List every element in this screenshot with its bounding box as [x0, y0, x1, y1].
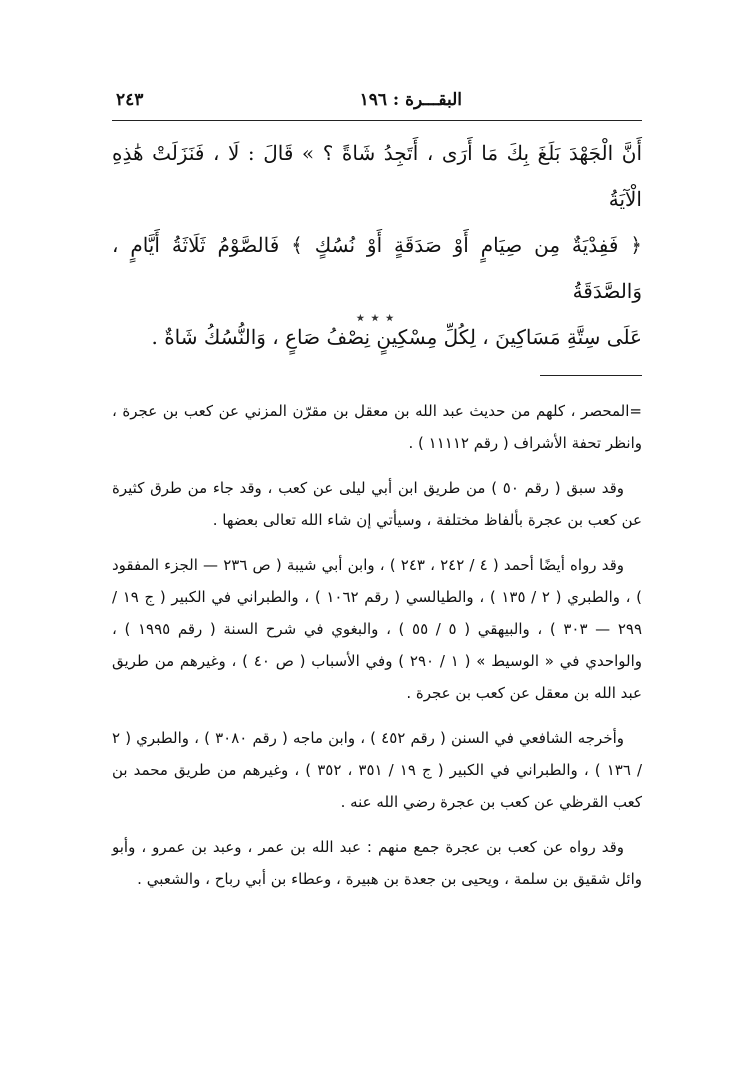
footnote-paragraph: وأخرجه الشافعي في السنن ( رقم ٤٥٢ ) ، وابن ماجه ( رقم ٣٠٨٠ ) ، والطبري ( ٢ / ١٣٦ ) ، والطبراني في الكبير ( ج ١٩ / ٣٥١ ، ٣٥٢ ) ، وغيرهم من طريق محمد بن كعب القرظي عن كعب بن عجرة رضي الله عنه .: [112, 729, 643, 811]
footnote-rule: [540, 375, 642, 376]
page-number: ٢٤٣: [116, 90, 144, 110]
footnotes: [112, 395, 642, 908]
header-rule: [112, 120, 642, 121]
hadith-line: ﴿ فَفِدْيَةٌ مِن صِيَامٍ أَوْ صَدَقَةٍ أَوْ نُسُكٍ ﴾ فَالصَّوْمُ ثَلَاثَةُ أَيَّامٍ ، وَالصَّدَقَةُ: [112, 233, 642, 303]
header-title: البقـــرة : ١٩٦: [359, 90, 462, 110]
hadith-line: أَنَّ الْجَهْدَ بَلَغَ بِكَ مَا أَرَى ، أَتَجِدُ شَاةً ؟ » قَالَ : لَا ، فَنَزَلَتْ هَٰذِهِ الْآيَةُ: [112, 141, 642, 211]
footnote-paragraph: وقد رواه عن كعب بن عجرة جمع منهم : عبد الله بن عمر ، وعبد بن عمرو ، وأبو وائل شقيق بن سلمة ، ويحيى بن جعدة بن هبيرة ، وعطاء بن أبي رباح ، والشعبي .: [112, 838, 642, 888]
section-ornament: ٭ ٭ ٭: [355, 308, 395, 328]
footnote-paragraph: =المحصر ، كلهم من حديث عبد الله بن معقل بن مقرّن المزني عن كعب بن عجرة ، وانظر تحفة الأشراف ( رقم ١١١١٢ ) .: [112, 402, 642, 452]
footnote-paragraph: وقد سبق ( رقم ٥٠ ) من طريق ابن أبي ليلى عن كعب ، وقد جاء من طرق كثيرة عن كعب بن عجرة بألفاظ مختلفة ، وسيأتي إن شاء الله تعالى بعضها .: [112, 479, 642, 529]
running-header: [112, 84, 642, 118]
footnote-paragraph: وقد رواه أيضًا أحمد ( ٤ / ٢٤٢ ، ٢٤٣ ) ، وابن أبي شيبة ( ص ٢٣٦ — الجزء المفقود ) ، والطبري ( ٢ / ١٣٥ ) ، والطيالسي ( رقم ١٠٦٢ ) ، والطبراني في الكبير ( ج ١٩ / ٢٩٩ — ٣٠٣ ) ، والبيهقي ( ٥ / ٥٥ ) ، والبغوي في شرح السنة ( رقم ١٩٩٥ ) ، والواحدي في « الوسيط » ( ١ / ٢٩٠ ) وفي الأسباب ( ص ٤٠ ) ، وغيرهم من طريق عبد الله بن معقل عن كعب بن عجرة .: [112, 556, 643, 702]
hadith-line: عَلَى سِتَّةِ مَسَاكِينَ ، لِكُلِّ مِسْكِينٍ نِصْفُ صَاعٍ ، وَالنُّسُكُ شَاةٌ .: [151, 325, 642, 349]
